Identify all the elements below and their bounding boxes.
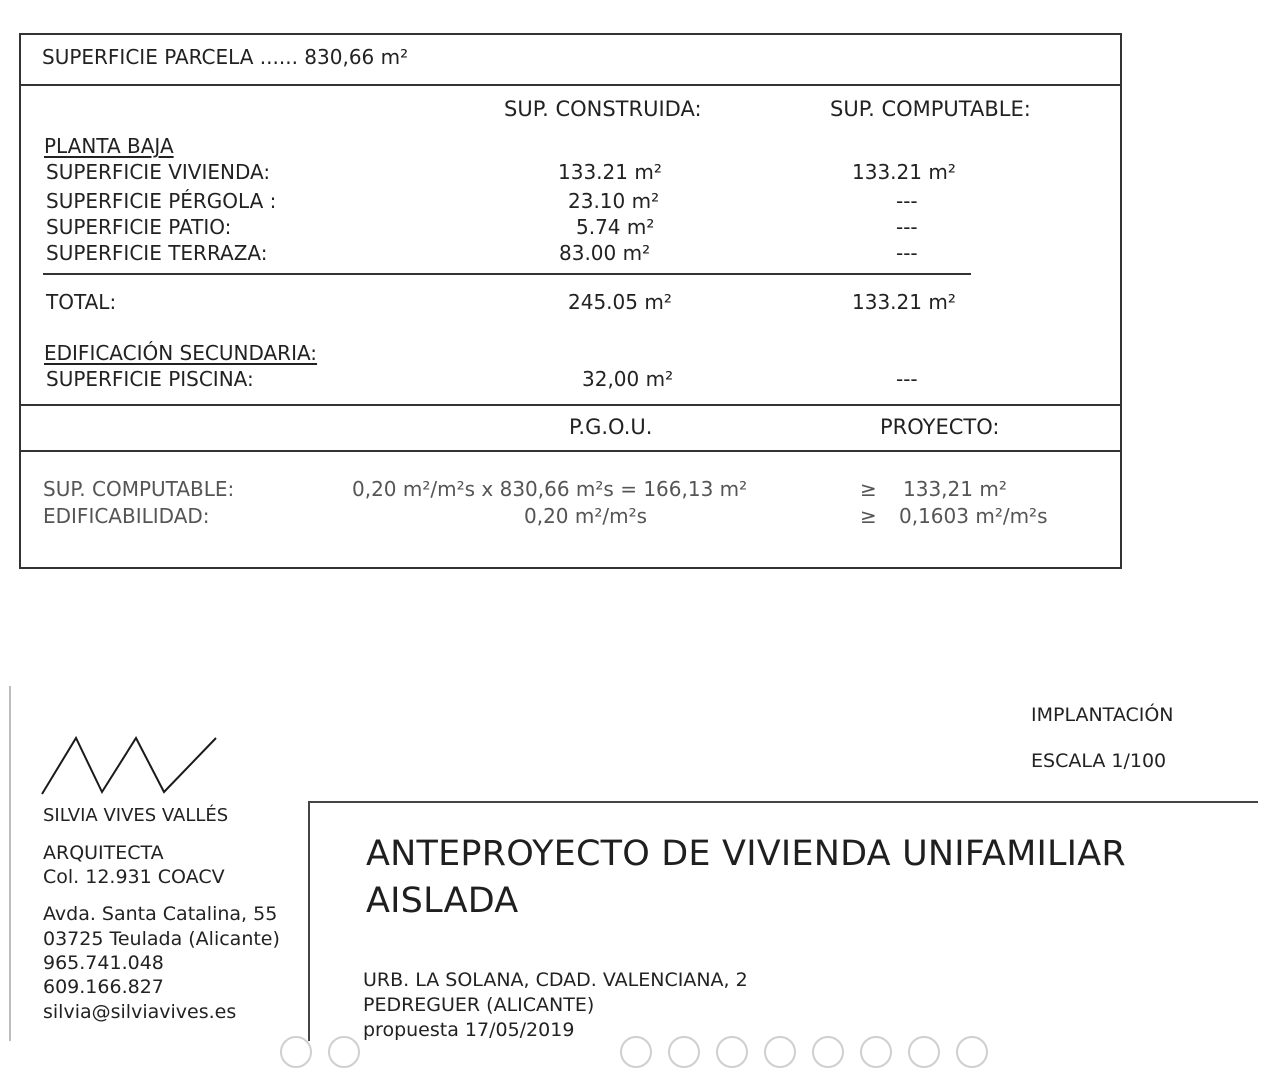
proposal-date: propuesta 17/05/2019: [363, 1019, 575, 1041]
contact-line: Avda. Santa Catalina, 55: [43, 903, 278, 925]
phone-line: 965.741.048: [43, 952, 164, 974]
col-header-pgou: P.G.O.U.: [569, 415, 653, 439]
col-header-proyecto: PROYECTO:: [880, 415, 1000, 439]
parcela-surface: SUPERFICIE PARCELA ...... 830,66 m²: [42, 45, 409, 69]
compare-label: SUP. COMPUTABLE:: [43, 477, 235, 501]
total-label: TOTAL:: [46, 290, 117, 314]
architect-role: ARQUITECTA: [43, 842, 164, 864]
architect-logo: [40, 734, 220, 796]
site-city: PEDREGUER (ALICANTE): [363, 994, 595, 1016]
total-rule: [43, 273, 971, 275]
compare-sign: ≥: [860, 477, 877, 501]
row-computable: ---: [896, 367, 918, 391]
compare-label: EDIFICABILIDAD:: [43, 504, 210, 528]
compare-proyecto: 0,1603 m²/m²s: [899, 504, 1048, 528]
plan-name: IMPLANTACIÓN: [1031, 704, 1174, 726]
compare-pgou: 0,20 m²/m²s: [524, 504, 648, 528]
table-divider: [19, 84, 1122, 86]
row-computable: ---: [896, 241, 918, 265]
row-construida: 133.21 m²: [558, 160, 662, 184]
row-construida: 5.74 m²: [576, 215, 655, 239]
row-label: SUPERFICIE PÉRGOLA :: [46, 189, 277, 213]
total-construida: 245.05 m²: [568, 290, 672, 314]
compare-pgou: 0,20 m²/m²s x 830,66 m²s = 166,13 m²: [352, 477, 748, 501]
site-address: URB. LA SOLANA, CDAD. VALENCIANA, 2: [363, 969, 748, 991]
email-line: silvia@silviavives.es: [43, 1001, 237, 1023]
architect-name: SILVIA VIVES VALLÉS: [43, 805, 229, 826]
row-computable: ---: [896, 215, 918, 239]
titleblock-left-rule: [308, 801, 310, 1041]
section-heading-secundaria: EDIFICACIÓN SECUNDARIA:: [44, 341, 318, 365]
section-heading-planta-baja: PLANTA BAJA: [44, 134, 174, 158]
table-divider: [19, 450, 1122, 452]
project-title-line-2: AISLADA: [366, 881, 519, 921]
row-label: SUPERFICIE PATIO:: [46, 215, 232, 239]
row-computable: ---: [896, 189, 918, 213]
total-computable: 133.21 m²: [852, 290, 956, 314]
row-construida: 32,00 m²: [582, 367, 674, 391]
phone-line: 609.166.827: [43, 976, 164, 998]
sheet-border-left: [9, 686, 11, 1041]
contact-line: 03725 Teulada (Alicante): [43, 928, 280, 950]
row-computable: 133.21 m²: [852, 160, 956, 184]
collegiate-number: Col. 12.931 COACV: [43, 866, 225, 888]
compare-sign: ≥: [860, 504, 877, 528]
project-title-line-1: ANTEPROYECTO DE VIVIENDA UNIFAMILIAR: [366, 834, 1126, 874]
table-divider: [19, 404, 1122, 406]
plan-scale: ESCALA 1/100: [1031, 750, 1167, 772]
compare-proyecto: 133,21 m²: [903, 477, 1007, 501]
titleblock-top-rule: [308, 801, 1258, 803]
row-label: SUPERFICIE TERRAZA:: [46, 241, 268, 265]
row-construida: 83.00 m²: [559, 241, 651, 265]
row-label: SUPERFICIE VIVIENDA:: [46, 160, 271, 184]
row-construida: 23.10 m²: [568, 189, 660, 213]
row-label: SUPERFICIE PISCINA:: [46, 367, 254, 391]
col-header-computable: SUP. COMPUTABLE:: [830, 97, 1031, 121]
col-header-construida: SUP. CONSTRUIDA:: [504, 97, 702, 121]
